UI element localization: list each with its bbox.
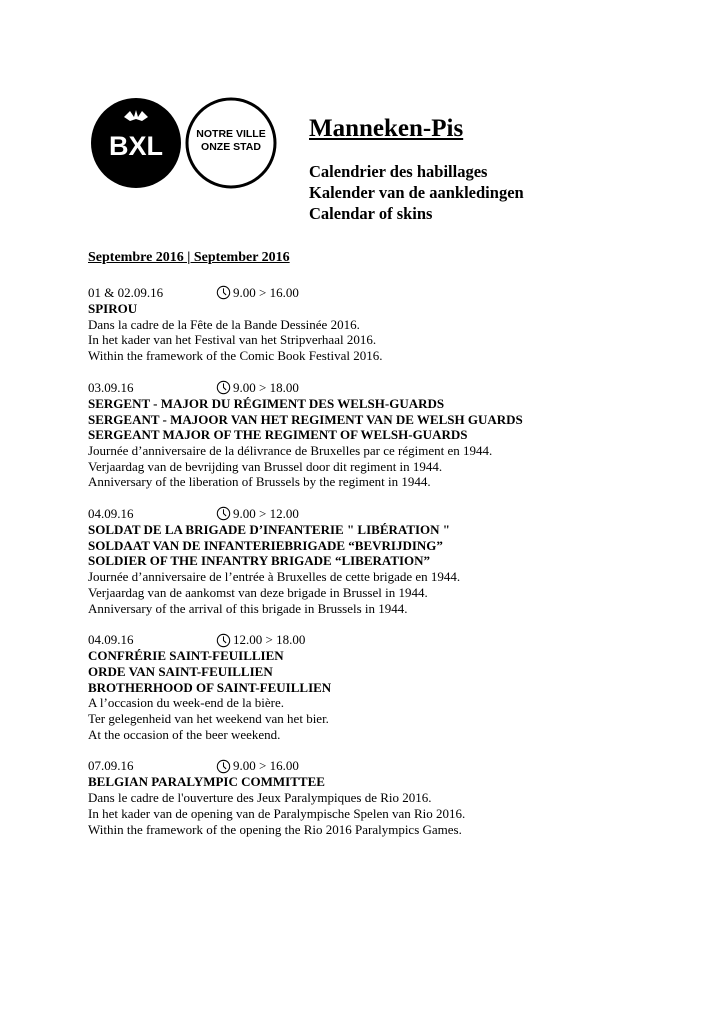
event-date: 01 & 02.09.16	[88, 285, 164, 300]
event-description-fr: Journée d’anniversaire de la délivrance de Bruxelles par ce régiment en 1944.	[88, 442, 493, 458]
logo-notre-ville-text: NOTRE VILLE	[196, 128, 266, 140]
event-title-en: BROTHERHOOD OF SAINT-FEUILLIEN	[88, 679, 332, 695]
event-description-nl: Verjaardag van de bevrijding van Brussel door dit regiment in 1944.	[88, 458, 443, 474]
event-description-en: Anniversary of the arrival of this brigade in Brussels in 1944.	[88, 600, 408, 616]
clock-icon	[216, 285, 231, 300]
subtitle-nl: Kalender van de aankledingen	[309, 183, 524, 202]
event-description-fr: Dans le cadre de l'ouverture des Jeux Paralympiques de Rio 2016.	[88, 790, 432, 806]
bxl-logo	[90, 97, 280, 193]
event-item	[88, 506, 688, 616]
subtitle-en: Calendar of skins	[309, 204, 433, 223]
event-description-fr: Journée d’anniversaire de l’entrée à Bruxelles de cette brigade en 1944.	[88, 569, 461, 585]
event-title: SPIROU	[88, 301, 138, 316]
event-time-range	[216, 380, 299, 396]
event-title-nl: ORDE VAN SAINT-FEUILLIEN	[88, 663, 273, 679]
document-title: Manneken-Pis	[309, 115, 464, 142]
event-date: 04.09.16	[88, 506, 134, 522]
event-description-nl: In het kader van het Festival van het Stripverhaal 2016.	[88, 332, 377, 348]
month-heading: Septembre 2016 | September 2016	[88, 250, 290, 265]
event-time-range	[216, 632, 305, 648]
event-title-fr: SERGENT - MAJOR DU RÉGIMENT DES WELSH-GUARDS	[88, 395, 445, 411]
event-time: 9.00 > 12.00	[233, 506, 299, 522]
event-date: 04.09.16	[88, 632, 134, 648]
event-description-nl: In het kader van de opening van de Paralympische Spelen van Rio 2016.	[88, 805, 466, 821]
event-description-en: Within the framework of the opening the Rio 2016 Paralympics Games.	[88, 821, 462, 837]
event-item	[88, 380, 688, 490]
event-description-nl: Ter gelegenheid van het weekend van het bier.	[88, 711, 329, 727]
event-date: 03.09.16	[88, 379, 134, 395]
event-date: 07.09.16	[88, 758, 134, 774]
event-time: 12.00 > 18.00	[233, 632, 306, 648]
event-title-nl: SERGEANT - MAJOOR VAN HET REGIMENT VAN DE WELSH GUARDS	[88, 411, 523, 427]
event-title-nl: SOLDAAT VAN DE INFANTERIEBRIGADE “BEVRIJDING”	[88, 537, 443, 553]
clock-icon	[216, 506, 231, 521]
event-time-range	[216, 506, 299, 522]
events-list	[88, 285, 688, 853]
clock-icon	[216, 633, 231, 648]
event-title-en: SERGEANT MAJOR OF THE REGIMENT OF WELSH-GUARDS	[88, 427, 468, 443]
clock-icon	[216, 759, 231, 774]
event-item	[88, 758, 688, 837]
event-time-range	[216, 285, 299, 301]
event-time-range	[216, 758, 299, 774]
event-time: 9.00 > 18.00	[233, 379, 299, 395]
event-description-en: Within the framework of the Comic Book Festival 2016.	[88, 348, 383, 364]
event-item	[88, 285, 688, 364]
event-title-fr: CONFRÉRIE SAINT-FEUILLIEN	[88, 648, 284, 664]
event-title: BELGIAN PARALYMPIC COMMITTEE	[88, 774, 325, 790]
event-item	[88, 632, 688, 742]
event-time: 9.00 > 16.00	[233, 758, 299, 774]
clock-icon	[216, 380, 231, 395]
title-block	[309, 114, 524, 224]
event-time: 9.00 > 16.00	[233, 285, 299, 300]
event-description-en: At the occasion of the beer weekend.	[88, 726, 281, 742]
event-title-fr: SOLDAT DE LA BRIGADE D’INFANTERIE " LIBÉRATION "	[88, 522, 451, 538]
subtitle-fr: Calendrier des habillages	[309, 162, 488, 181]
event-description-en: Anniversary of the liberation of Brussels by the regiment in 1944.	[88, 474, 431, 490]
event-title-en: SOLDIER OF THE INFANTRY BRIGADE “LIBERATION”	[88, 553, 431, 569]
logo-onze-stad-text: ONZE STAD	[201, 141, 261, 153]
event-description-nl: Verjaardag van de aankomst van deze brigade in Brussel in 1944.	[88, 584, 428, 600]
event-description-fr: A l’occasion du week-end de la bière.	[88, 695, 285, 711]
event-description-fr: Dans la cadre de la Fête de la Bande Dessinée 2016.	[88, 316, 360, 332]
logo-bxl-text: BXL	[109, 131, 163, 161]
